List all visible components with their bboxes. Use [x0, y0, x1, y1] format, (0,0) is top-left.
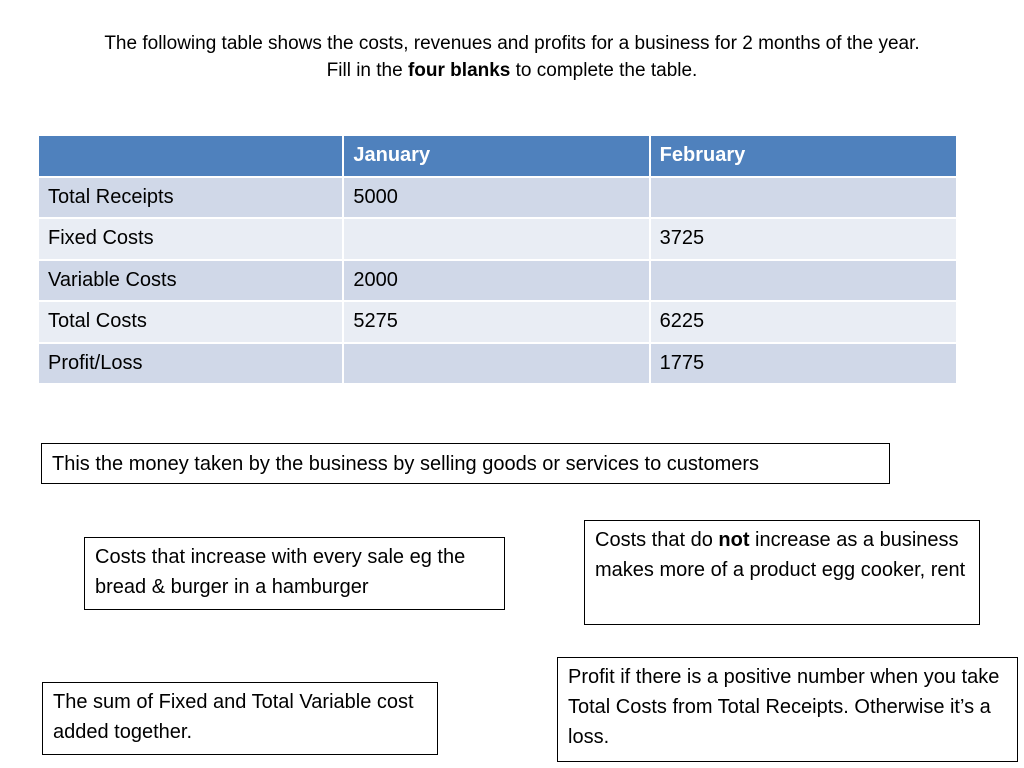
- definition-total-costs[interactable]: The sum of Fixed and Total Variable cost added together.: [42, 682, 438, 755]
- cell-january: 2000: [343, 260, 649, 302]
- instructions: [0, 30, 1024, 84]
- row-label: Variable Costs: [38, 260, 343, 302]
- definition-total-receipts[interactable]: This the money taken by the business by selling goods or services to customers: [41, 443, 890, 484]
- row-label: Total Costs: [38, 301, 343, 343]
- table-header-february: February: [650, 135, 957, 177]
- row-label: Total Receipts: [38, 177, 343, 219]
- table-header-blank: [38, 135, 343, 177]
- definition-fixed-text-start: Costs that do: [595, 529, 719, 551]
- definition-variable-costs[interactable]: Costs that increase with every sale eg the bread & burger in a hamburger: [84, 537, 505, 610]
- definition-fixed-text-end: increase as a business makes more of a product egg cooker, rent: [595, 529, 966, 581]
- cell-january-blank[interactable]: [343, 218, 649, 260]
- cost-revenue-table: [37, 134, 958, 385]
- instructions-emphasis: four blanks: [407, 60, 511, 81]
- cell-january: 5000: [343, 177, 649, 219]
- cell-january-blank[interactable]: [343, 343, 649, 385]
- table-row-variable-costs: [38, 260, 957, 302]
- definition-fixed-costs[interactable]: [584, 520, 980, 625]
- instructions-line-1: The following table shows the costs, revenues and profits for a business for 2 months of the year.: [104, 33, 920, 54]
- cell-february: 3725: [650, 218, 957, 260]
- definition-fixed-emphasis: not: [718, 529, 750, 551]
- table-header-january: January: [343, 135, 649, 177]
- table-row-profit-loss: [38, 343, 957, 385]
- definition-profit-loss[interactable]: Profit if there is a positive number when you take Total Costs from Total Receipts. Otherwise it’s a loss.: [557, 657, 1018, 762]
- instructions-line-2-end: to complete the table.: [510, 60, 698, 81]
- table-row-total-receipts: [38, 177, 957, 219]
- cell-february-blank[interactable]: [650, 177, 957, 219]
- table-row-total-costs: [38, 301, 957, 343]
- table-row-fixed-costs: [38, 218, 957, 260]
- row-label: Fixed Costs: [38, 218, 343, 260]
- table-header-row: [38, 135, 957, 177]
- instructions-line-2-start: Fill in the: [326, 60, 408, 81]
- row-label: Profit/Loss: [38, 343, 343, 385]
- cell-february: 6225: [650, 301, 957, 343]
- instructions-line-2: [0, 57, 1024, 84]
- cell-february-blank[interactable]: [650, 260, 957, 302]
- cell-january: 5275: [343, 301, 649, 343]
- cell-february: 1775: [650, 343, 957, 385]
